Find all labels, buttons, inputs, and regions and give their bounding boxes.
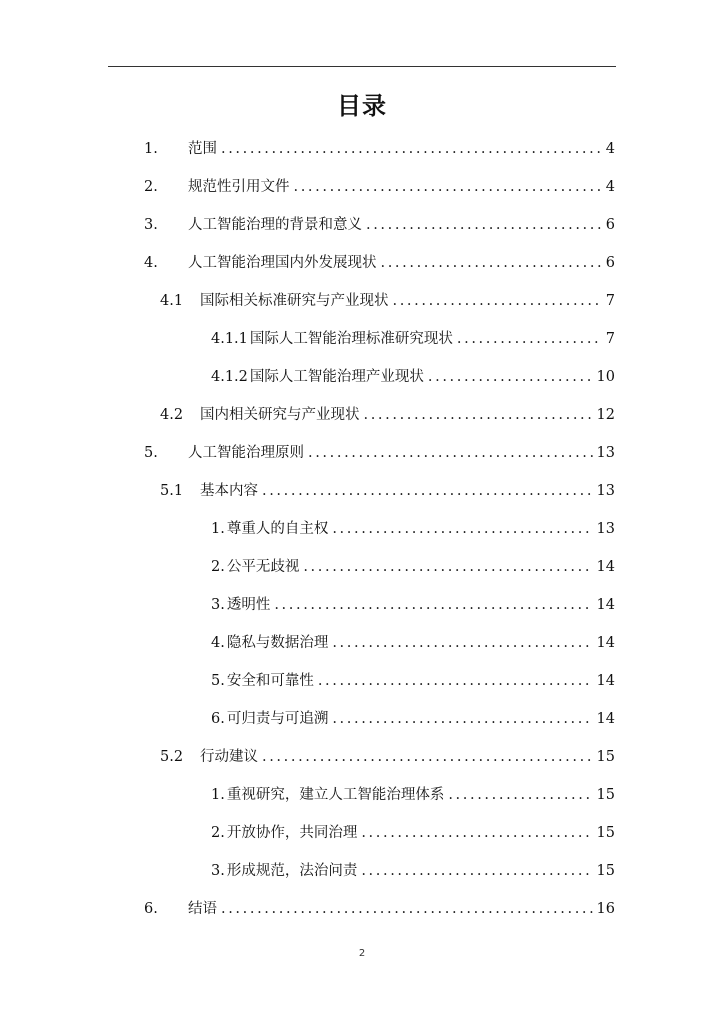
- toc-dot-leader: [457, 325, 602, 353]
- toc-entry[interactable]: [211, 591, 615, 619]
- toc-entry-page: 14: [596, 635, 615, 651]
- toc-entry-number: 6.: [144, 901, 158, 917]
- toc-entry-label: 公平无歧视: [226, 559, 300, 575]
- toc-entry-page: 13: [596, 521, 615, 537]
- toc-entry-page: 10: [596, 369, 615, 385]
- toc-entry-number: 5.1: [160, 483, 184, 499]
- toc-dot-leader: [274, 591, 592, 619]
- toc-dot-leader: [303, 553, 592, 581]
- toc-entry-label: 国际人工智能治理标准研究现状: [249, 331, 453, 347]
- toc-entry-label: 透明性: [226, 597, 271, 613]
- toc-entry-label: 隐私与数据治理: [226, 635, 329, 651]
- toc-entry-number: 4.1.1: [211, 331, 248, 347]
- toc-dot-leader: [332, 515, 592, 543]
- toc-entry-page: 15: [596, 749, 615, 765]
- toc-entry-number: 2.: [211, 825, 225, 841]
- toc-entry-page: 13: [596, 483, 615, 499]
- toc-entry-number: 5.2: [160, 749, 184, 765]
- toc-entry-label: 规范性引用文件: [188, 179, 290, 195]
- toc-dot-leader: [428, 363, 593, 391]
- toc-entry-label: 尊重人的自主权: [226, 521, 329, 537]
- toc-entry[interactable]: [211, 515, 615, 543]
- toc-entry-label: 可归责与可追溯: [226, 711, 329, 727]
- toc-dot-leader: [393, 287, 602, 315]
- toc-entry-number: 6.: [211, 711, 225, 727]
- toc-entry[interactable]: [211, 781, 615, 809]
- toc-dot-leader: [318, 667, 593, 695]
- toc-dot-leader: [221, 135, 602, 163]
- toc-dot-leader: [262, 743, 593, 771]
- toc-entry-number: 5.: [144, 445, 158, 461]
- toc-entry-page: 14: [596, 597, 615, 613]
- toc-entry-page: 15: [596, 825, 615, 841]
- toc-dot-leader: [448, 781, 592, 809]
- toc-entry-label: 范围: [188, 141, 217, 157]
- toc-entry-label: 国际人工智能治理产业现状: [249, 369, 424, 385]
- toc-entry[interactable]: [211, 857, 615, 885]
- toc-entry-page: 16: [596, 901, 615, 917]
- toc-entry-page: 15: [596, 863, 615, 879]
- toc-entry-page: 15: [596, 787, 615, 803]
- toc-entry-number: 1.: [211, 521, 225, 537]
- toc-entry-page: 14: [596, 711, 615, 727]
- toc-entry-page: 4: [605, 141, 615, 157]
- toc-entry-label: 结语: [188, 901, 217, 917]
- toc-dot-leader: [361, 819, 592, 847]
- toc-entry-page: 13: [596, 445, 615, 461]
- toc-dot-leader: [361, 857, 592, 885]
- toc-dot-leader: [294, 173, 602, 201]
- toc-entry-label: 行动建议: [200, 749, 258, 765]
- toc-entry-label: 开放协作，共同治理: [226, 825, 358, 841]
- toc-dot-leader: [332, 629, 592, 657]
- toc-entry-number: 3.: [211, 863, 225, 879]
- toc-entry-number: 4.: [211, 635, 225, 651]
- toc-entry-page: 7: [605, 293, 615, 309]
- toc-entry[interactable]: [160, 287, 615, 315]
- toc-entry[interactable]: [144, 895, 615, 923]
- toc-entry-page: 6: [605, 217, 615, 233]
- toc-dot-leader: [332, 705, 592, 733]
- toc-entry-number: 4.2: [160, 407, 184, 423]
- toc-dot-leader: [262, 477, 593, 505]
- toc-dot-leader: [308, 439, 593, 467]
- toc-entry[interactable]: [211, 705, 615, 733]
- toc-entry-label: 人工智能治理原则: [188, 445, 304, 461]
- toc-entry-number: 5.: [211, 673, 225, 689]
- toc-entry-number: 4.1: [160, 293, 184, 309]
- toc-dot-leader: [364, 401, 593, 429]
- toc-entry-number: 1.: [211, 787, 225, 803]
- toc-entry[interactable]: [211, 667, 615, 695]
- toc-entry-page: 7: [605, 331, 615, 347]
- toc-entry[interactable]: [160, 477, 615, 505]
- toc-entry[interactable]: [160, 743, 615, 771]
- toc-entry-number: 4.1.2: [211, 369, 248, 385]
- toc-dot-leader: [381, 249, 602, 277]
- toc-entry[interactable]: [144, 249, 615, 277]
- toc-entry-page: 6: [605, 255, 615, 271]
- toc-entry[interactable]: [144, 173, 615, 201]
- toc-dot-leader: [366, 211, 602, 239]
- toc-entry[interactable]: [144, 135, 615, 163]
- toc-entry-label: 基本内容: [200, 483, 258, 499]
- toc-entry-page: 4: [605, 179, 615, 195]
- toc-entry[interactable]: [160, 401, 615, 429]
- toc-entry-number: 2.: [144, 179, 158, 195]
- toc-entry-number: 1.: [144, 141, 158, 157]
- toc-entry[interactable]: [211, 553, 615, 581]
- toc-entry[interactable]: [211, 819, 615, 847]
- header-rule: [108, 66, 616, 67]
- toc-entry-label: 人工智能治理的背景和意义: [188, 217, 362, 233]
- toc-entry[interactable]: [211, 325, 615, 353]
- toc-entry-number: 3.: [144, 217, 158, 233]
- page-number: 2: [358, 948, 366, 959]
- toc-entry[interactable]: [144, 439, 615, 467]
- toc-entry-label: 安全和可靠性: [226, 673, 314, 689]
- toc-entry-number: 3.: [211, 597, 225, 613]
- toc-entry-label: 人工智能治理国内外发展现状: [188, 255, 377, 271]
- toc-entry-number: 2.: [211, 559, 225, 575]
- toc-entry[interactable]: [211, 363, 615, 391]
- toc-entry-page: 12: [596, 407, 615, 423]
- toc-entry[interactable]: [144, 211, 615, 239]
- toc-entry-label: 国际相关标准研究与产业现状: [200, 293, 389, 309]
- toc-entry-label: 重视研究，建立人工智能治理体系: [226, 787, 445, 803]
- toc-entry-number: 4.: [144, 255, 158, 271]
- toc-entry-page: 14: [596, 559, 615, 575]
- toc-entry[interactable]: [211, 629, 615, 657]
- toc-entry-label: 形成规范，法治问责: [226, 863, 358, 879]
- toc-entry-page: 14: [596, 673, 615, 689]
- toc-entry-label: 国内相关研究与产业现状: [200, 407, 360, 423]
- toc-title: 目录: [337, 92, 387, 120]
- toc-dot-leader: [221, 895, 593, 923]
